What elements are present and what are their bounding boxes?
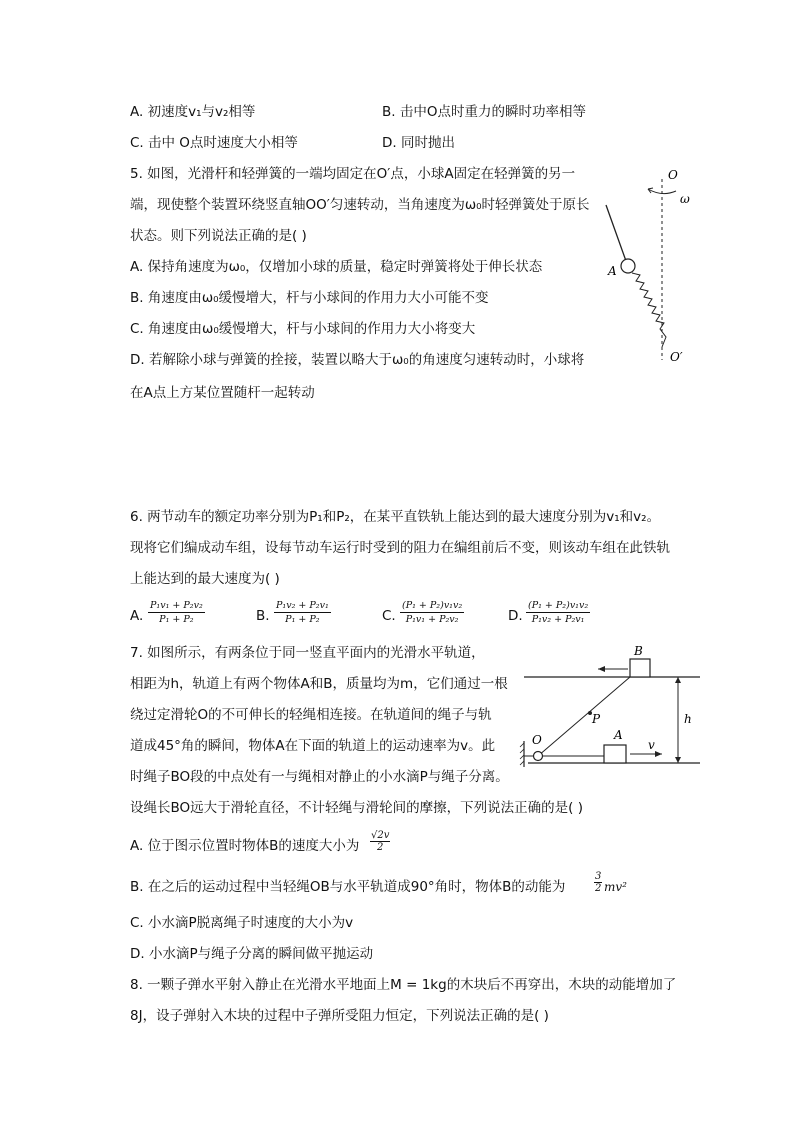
q6-option-d-label: D. bbox=[508, 608, 523, 624]
q4-option-a: A. 初速度v₁与v₂相等 bbox=[130, 104, 256, 120]
q5-stem-line1: 5. 如图，光滑杆和轻弹簧的一端均固定在O′点，小球A固定在轻弹簧的另一 bbox=[130, 166, 576, 182]
q7-stem-line3: 绕过定滑轮O的不可伸长的轻绳相连接。在轨道间的绳子与轨 bbox=[130, 707, 492, 723]
q4-option-d: D. 同时抛出 bbox=[382, 135, 455, 151]
q6-stem-line3: 上能达到的最大速度为( ) bbox=[130, 571, 280, 587]
q7-fig-label-o: O bbox=[532, 733, 542, 747]
q5-rotating-rod-figure bbox=[600, 165, 710, 375]
q6-stem-line2: 现将它们编成动车组，设每节动车运行时受到的阻力在编组前后不变，则该动车组在此铁轨 bbox=[130, 540, 670, 556]
q5-fig-label-a: A bbox=[608, 264, 617, 278]
block-b-icon bbox=[630, 659, 650, 677]
q5-option-d-line2: 在A点上方某位置随杆一起转动 bbox=[130, 385, 315, 401]
q7-fig-label-h: h bbox=[684, 712, 692, 726]
q6-option-c-fraction: $\frac{\text{(P₁ + P₂)v₁v₂}}{\text{P₁v₁ + P₂v₂}}$ bbox=[402, 600, 463, 625]
arrow-left-icon bbox=[598, 666, 605, 672]
q7-stem-line1: 7. 如图所示，有两条位于同一竖直平面内的光滑水平轨道， bbox=[130, 645, 485, 661]
q6-option-d-fraction: $\frac{\text{(P₁ + P₂)v₁v₂}}{\text{P₁v₂ + P₂v₁}}$ bbox=[528, 600, 589, 625]
spring-icon bbox=[632, 273, 666, 347]
q7-option-d: D. 小水滴P与绳子分离的瞬间做平抛运动 bbox=[130, 946, 374, 962]
q7-option-a: A. 位于图示位置时物体B的速度大小为 bbox=[130, 838, 360, 854]
q8-stem-line2: 8J，设子弹射入木块的过程中子弹所受阻力恒定，下列说法正确的是( ) bbox=[130, 1008, 549, 1024]
q6-stem-line1: 6. 两节动车的额定功率分别为P₁和P₂，在某平直铁轨上能达到的最大速度分别为v₁和v₂。 bbox=[130, 509, 661, 525]
q7-stem-line4: 道成45°角的瞬间，物体A在下面的轨道上的运动速率为v。此 bbox=[130, 738, 496, 754]
q5-fig-label-omega: ω bbox=[680, 192, 690, 206]
q7-fig-label-a: A bbox=[614, 728, 623, 742]
q7-option-b: B. 在之后的运动过程中当轻绳OB与水平轨道成90°角时，物体B的动能为 bbox=[130, 879, 566, 895]
q8-stem-line1: 8. 一颗子弹水平射入静止在光滑水平地面上M = 1kg的木块后不再穿出，木块的动能增加了 bbox=[130, 977, 677, 993]
q7-option-a-fraction: $\frac{√2v}{2}$ bbox=[371, 830, 390, 853]
q5-fig-label-o-prime: O′ bbox=[670, 350, 683, 364]
q7-option-c: C. 小水滴P脱离绳子时速度的大小为v bbox=[130, 915, 354, 931]
q7-option-b-expression: mv² bbox=[604, 880, 627, 894]
q6-option-b-label: B. bbox=[256, 608, 270, 624]
q6-option-b-fraction: $\frac{\text{P₁v₂ + P₂v₁}}{\text{P₁ + P₂}}$ bbox=[276, 600, 329, 625]
ball-a-icon bbox=[621, 259, 635, 273]
q5-option-a: A. 保持角速度为ω₀，仅增加小球的质量，稳定时弹簧将处于伸长状态 bbox=[130, 259, 543, 275]
q5-fig-label-o: O bbox=[668, 168, 678, 182]
q4-option-b: B. 击中O点时重力的瞬时功率相等 bbox=[382, 104, 586, 120]
q7-fig-label-p: P bbox=[592, 712, 601, 726]
q6-option-c-label: C. bbox=[382, 608, 396, 624]
q7-fig-label-b: B bbox=[634, 644, 643, 658]
q6-option-a-label: A. bbox=[130, 608, 144, 624]
arrow-right-icon bbox=[655, 751, 662, 757]
q5-stem-line3: 状态。则下列说法正确的是( ) bbox=[130, 228, 307, 244]
q5-option-d-line1: D. 若解除小球与弹簧的拴接，装置以略大于ω₀的角速度匀速转动时，小球将 bbox=[130, 352, 585, 368]
q7-pulley-figure bbox=[518, 643, 718, 773]
q7-stem-line6: 设绳长BO远大于滑轮直径，不计轻绳与滑轮间的摩擦，下列说法正确的是( ) bbox=[130, 800, 583, 816]
pulley-icon bbox=[534, 752, 543, 761]
q7-option-b-fraction: $\frac{3}{2}$ bbox=[595, 871, 602, 894]
q5-stem-line2: 端，现使整个装置环绕竖直轴OO′匀速转动，当角速度为ω₀时轻弹簧处于原长 bbox=[130, 197, 590, 213]
q7-stem-line2: 相距为h，轨道上有两个物体A和B，质量均为m，它们通过一根 bbox=[130, 676, 508, 692]
q5-option-c: C. 角速度由ω₀缓慢增大，杆与小球间的作用力大小将变大 bbox=[130, 321, 476, 337]
block-a-icon bbox=[604, 745, 626, 763]
q4-option-c: C. 击中 O点时速度大小相等 bbox=[130, 135, 298, 151]
q6-option-a-fraction: $\frac{\text{P₁v₁ + P₂v₂}}{\text{P₁ + P₂}}$ bbox=[150, 600, 203, 625]
q7-stem-line5: 时绳子BO段的中点处有一与绳相对静止的小水滴P与绳子分离。 bbox=[130, 769, 509, 785]
q5-option-b: B. 角速度由ω₀缓慢增大，杆与小球间的作用力大小可能不变 bbox=[130, 290, 489, 306]
q7-fig-label-v: v bbox=[648, 738, 655, 752]
